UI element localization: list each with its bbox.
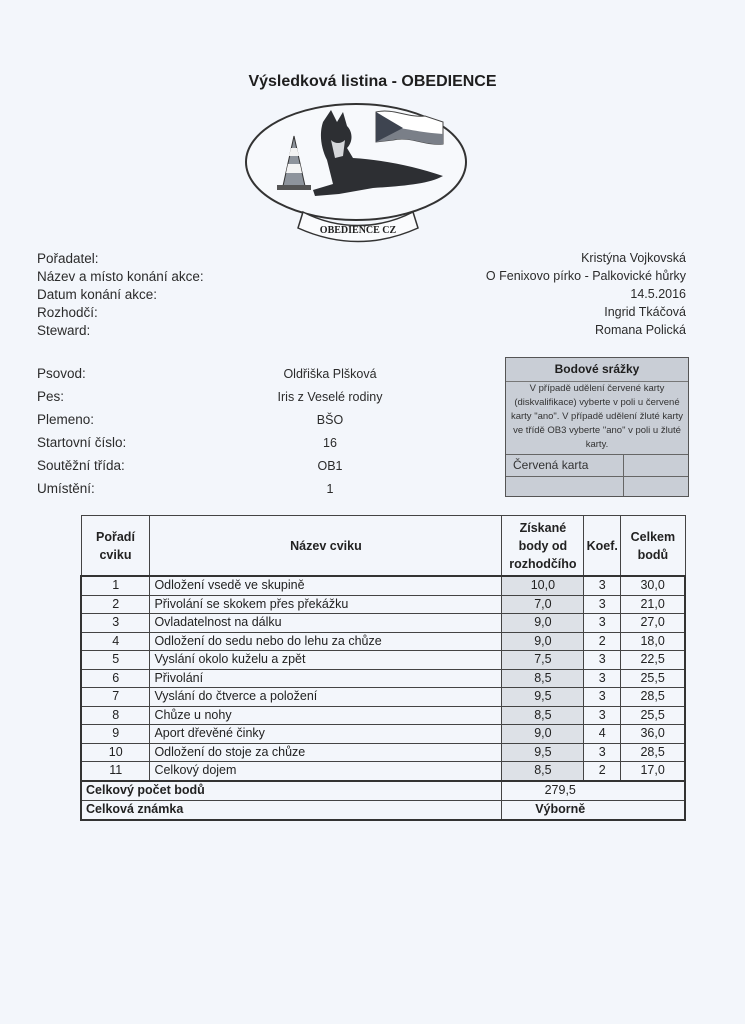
dog-value: Iris z Veselé rodiny (277, 390, 383, 404)
judge-points-cell: 8,5 (502, 762, 584, 781)
exercise-name-cell: Vyslání okolo kuželu a zpět (150, 651, 502, 670)
results-table (80, 515, 686, 821)
penalty-title: Bodové srážky (506, 362, 688, 382)
judge-points-cell: 7,5 (502, 651, 584, 670)
start-number-value: 16 (323, 436, 337, 450)
exercise-order-cell: 4 (81, 632, 150, 651)
coefficient-cell: 3 (584, 651, 621, 670)
exercise-name-cell: Celkový dojem (150, 762, 502, 781)
total-points-cell: 17,0 (621, 762, 685, 781)
total-points-row (81, 781, 685, 801)
event-name-label: Název a místo konání akce: (37, 269, 204, 284)
exercise-order-cell: 9 (81, 725, 150, 744)
handler-label: Psovod: (37, 366, 86, 381)
coefficient-cell: 3 (584, 576, 621, 595)
coefficient-cell: 3 (584, 688, 621, 707)
organizer-value: Kristýna Vojkovská (581, 251, 686, 265)
czech-flag-icon (376, 111, 443, 144)
coefficient-cell: 3 (584, 595, 621, 614)
judge-points-cell: 10,0 (502, 576, 584, 595)
class-value: OB1 (317, 459, 343, 473)
header-coefficient: Koef. (584, 516, 621, 577)
exercise-name-cell: Ovladatelnost na dálku (150, 614, 502, 633)
exercise-name-cell: Chůze u nohy (150, 706, 502, 725)
final-grade-row (81, 800, 685, 820)
exercise-name-cell: Odložení vsedě ve skupině (150, 576, 502, 595)
total-points-cell: 28,5 (621, 743, 685, 762)
exercise-order-cell: 2 (81, 595, 150, 614)
penalty-box (505, 357, 689, 497)
total-points-cell: 28,5 (621, 688, 685, 707)
total-points-cell: 18,0 (621, 632, 685, 651)
coefficient-cell: 3 (584, 669, 621, 688)
judge-value: Ingrid Tkáčová (604, 305, 686, 319)
final-grade-label: Celková známka (81, 800, 502, 820)
table-row (81, 614, 685, 633)
table-header-row (81, 516, 685, 577)
placement-value: 1 (326, 482, 334, 496)
logo-caption: OBEDIENCE CZ (319, 225, 397, 236)
coefficient-cell: 4 (584, 725, 621, 744)
page-title: Výsledková listina - OBEDIENCE (248, 73, 497, 90)
exercise-name-cell: Přivolání (150, 669, 502, 688)
exercise-order-cell: 6 (81, 669, 150, 688)
judge-points-cell: 8,5 (502, 669, 584, 688)
total-points-cell: 27,0 (621, 614, 685, 633)
start-number-label: Startovní číslo: (37, 435, 127, 450)
total-points-cell: 25,5 (621, 669, 685, 688)
red-card-value-cell[interactable] (624, 455, 687, 475)
table-row (81, 651, 685, 670)
red-card-label: Červená karta (513, 458, 589, 472)
judge-points-cell: 9,0 (502, 614, 584, 633)
judge-points-cell: 9,0 (502, 725, 584, 744)
dog-label: Pes: (37, 389, 65, 404)
coefficient-cell: 2 (584, 632, 621, 651)
exercise-name-cell: Přivolání se skokem přes překážku (150, 595, 502, 614)
judge-label: Rozhodčí: (37, 305, 98, 320)
handler-value: Oldřiška Plšková (283, 367, 377, 381)
total-points-cell: 30,0 (621, 576, 685, 595)
steward-value: Romana Polická (594, 323, 686, 337)
table-row (81, 576, 685, 595)
class-label: Soutěžní třída: (37, 458, 125, 473)
table-row (81, 669, 685, 688)
coefficient-cell: 3 (584, 706, 621, 725)
total-points-value: 279,5 (502, 781, 685, 801)
table-row (81, 595, 685, 614)
exercise-name-cell: Odložení do stoje za chůze (150, 743, 502, 762)
final-grade-value: Výborně (502, 800, 685, 820)
table-row (81, 706, 685, 725)
exercise-order-cell: 5 (81, 651, 150, 670)
results-rows (81, 576, 685, 781)
exercise-name-cell: Vyslání do čtverce a položení (150, 688, 502, 707)
judge-points-cell: 9,0 (502, 632, 584, 651)
exercise-order-cell: 7 (81, 688, 150, 707)
judge-points-cell: 7,0 (502, 595, 584, 614)
table-row (81, 762, 685, 781)
exercise-order-cell: 11 (81, 762, 150, 781)
exercise-order-cell: 10 (81, 743, 150, 762)
placement-label: Umístění: (37, 481, 95, 496)
total-points-cell: 25,5 (621, 706, 685, 725)
header-judge-points: Získané body od rozhodčího (502, 516, 584, 577)
coefficient-cell: 3 (584, 614, 621, 633)
obedience-logo (243, 100, 469, 244)
exercise-order-cell: 1 (81, 576, 150, 595)
judge-points-cell: 8,5 (502, 706, 584, 725)
table-row (81, 743, 685, 762)
breed-label: Plemeno: (37, 412, 95, 427)
coefficient-cell: 3 (584, 743, 621, 762)
table-row (81, 688, 685, 707)
table-row (81, 725, 685, 744)
steward-label: Steward: (37, 323, 91, 338)
judge-points-cell: 9,5 (502, 688, 584, 707)
total-points-cell: 36,0 (621, 725, 685, 744)
header-exercise-name: Název cviku (150, 516, 502, 577)
penalty-instructions: V případě udělení červené karty (diskvalifikace) vyberte v poli u červené karty "ano". V případě udělení žluté karty ve třídě OB3 vyberte "ano" v poli u žluté karty. (510, 383, 684, 450)
total-points-cell: 22,5 (621, 651, 685, 670)
breed-value: BŠO (316, 413, 344, 427)
judge-points-cell: 9,5 (502, 743, 584, 762)
event-date-label: Datum konání akce: (37, 287, 158, 302)
event-date-value: 14.5.2016 (630, 287, 686, 301)
exercise-order-cell: 3 (81, 614, 150, 633)
exercise-order-cell: 8 (81, 706, 150, 725)
exercise-name-cell: Odložení do sedu nebo do lehu za chůze (150, 632, 502, 651)
coefficient-cell: 2 (584, 762, 621, 781)
header-total-points: Celkem bodů (621, 516, 685, 577)
header-exercise-order: Pořadí cviku (81, 516, 150, 577)
total-points-label: Celkový počet bodů (81, 781, 502, 801)
event-name-value: O Fenixovo pírko - Palkovické hůrky (485, 269, 686, 283)
exercise-name-cell: Aport dřevěné činky (150, 725, 502, 744)
organizer-label: Pořadatel: (37, 251, 99, 266)
total-points-cell: 21,0 (621, 595, 685, 614)
table-row (81, 632, 685, 651)
